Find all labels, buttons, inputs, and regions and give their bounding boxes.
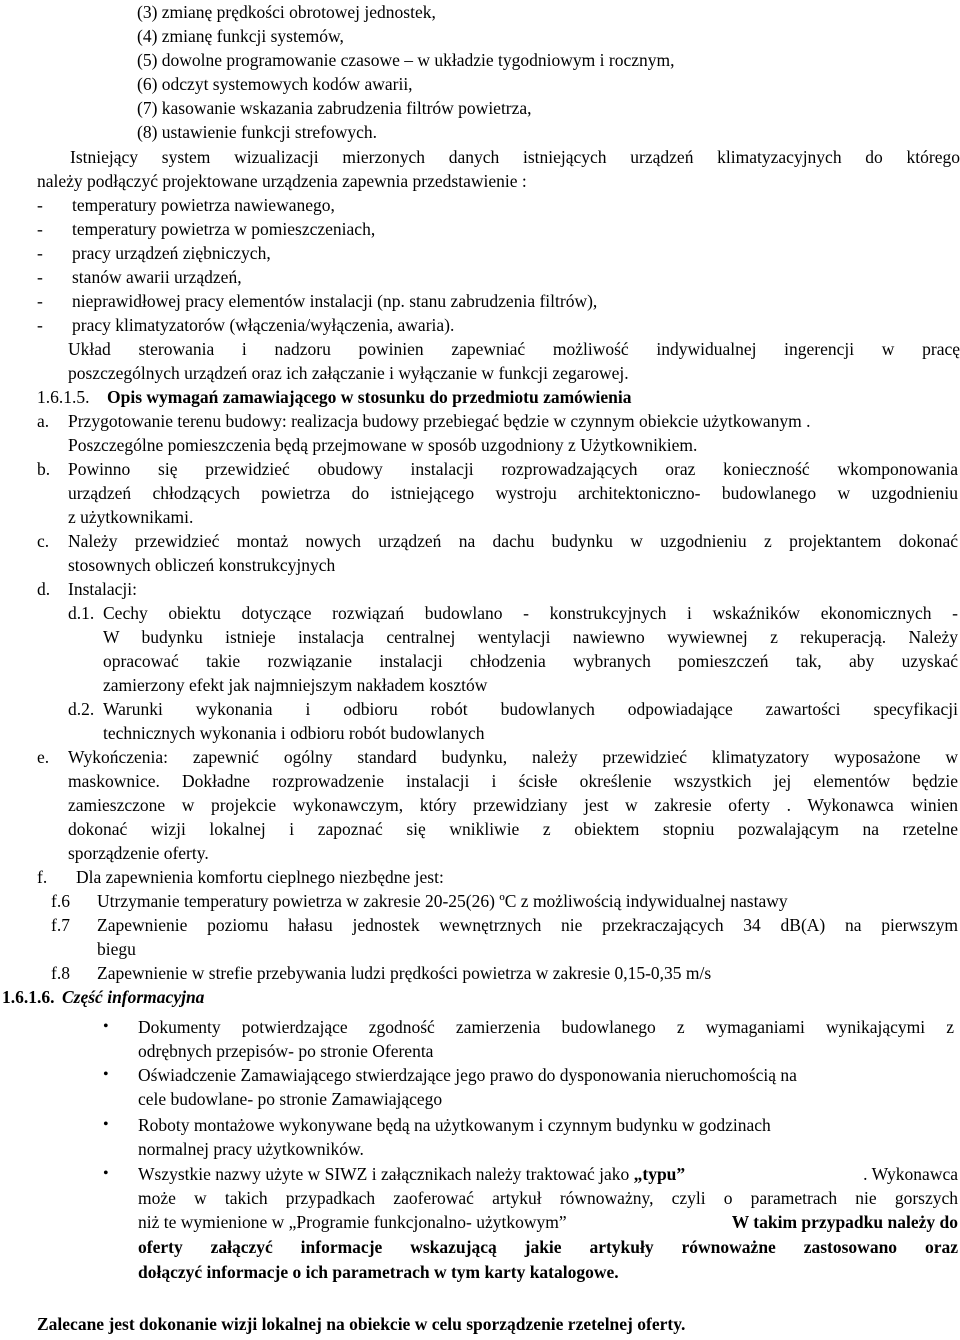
dash-marker: - xyxy=(37,291,43,311)
item-b-line-1: Powinno się przewidzieć obudowy instalacji rozprowadzających oraz konieczność wkomponowania xyxy=(68,459,958,479)
bullet-2-line-1: Oświadczenie Zamawiającego stwierdzające jego prawo do dysponowania nieruchomością na xyxy=(138,1065,797,1085)
item-d2-number: d.2. xyxy=(68,699,95,719)
viz-item: nieprawidłowej pracy elementów instalacji (np. stanu zabrudzenia filtrów), xyxy=(72,291,598,311)
item-f-title: Dla zapewnienia komfortu cieplnego niezbędne jest: xyxy=(76,867,444,887)
item-f6-number: f.6 xyxy=(51,891,70,911)
section-number: 1.6.1.5. xyxy=(37,387,90,407)
list-item-8: (8) ustawienie funkcji strefowych. xyxy=(137,122,378,142)
bullet-4-line-3-text: niż te wymienione w „Programie funkcjonalno- użytkowym” xyxy=(138,1212,572,1232)
bullet-4-line-2: może w takich przypadkach zaoferować artykuł równoważny, czyli o parametrach nie gorszych xyxy=(138,1188,958,1208)
closing-note: Zalecane jest dokonanie wizji lokalnej na obiekcie w celu sporządzenie rzetelnej oferty. xyxy=(37,1314,686,1334)
bullet-icon: • xyxy=(103,1165,109,1182)
bullet-3-line-2: normalnej pracy użytkowników. xyxy=(138,1139,364,1159)
bullet-4-line-3 xyxy=(138,1211,958,1233)
item-f8-number: f.8 xyxy=(51,963,70,983)
bullet-4-line-1-tail: . Wykonawca xyxy=(858,1164,958,1184)
bullet-icon: • xyxy=(103,1116,109,1133)
item-a-line-1: Przygotowanie terenu budowy: realizacja budowy przebiegać będzie w czynnym obiekcie użytkowanym . xyxy=(68,411,811,431)
item-label-a: a. xyxy=(37,411,50,431)
bullet-icon: • xyxy=(103,1018,109,1035)
bullet-1-line-2: odrębnych przepisów- po stronie Oferenta xyxy=(138,1041,434,1061)
bullet-4-line-1 xyxy=(138,1163,958,1185)
list-item-3: (3) zmianę prędkości obrotowej jednostek, xyxy=(137,2,436,22)
item-f6-text: Utrzymanie temperatury powietrza w zakresie 20-25(26) ºC z możliwością indywidualnej nastawy xyxy=(97,891,788,911)
viz-item: temperatury powietrza w pomieszczeniach, xyxy=(72,219,376,239)
dash-marker: - xyxy=(37,219,43,239)
item-e-line-1: Wykończenia: zapewnić ogólny standard budynku, należy przewidzieć klimatyzatory wyposażone w xyxy=(68,747,958,767)
item-e-line-3: zamieszczone w projekcie wykonawczym, który przewidziany jest w zakresie oferty . Wykonawca winien xyxy=(68,795,958,815)
list-item-6: (6) odczyt systemowych kodów awarii, xyxy=(137,74,413,94)
item-a-line-2: Poszczególne pomieszczenia będą przejmowane w sposób uzgodniony z Użytkownikiem. xyxy=(68,435,698,455)
item-label-f: f. xyxy=(37,867,48,887)
item-d1-number: d.1. xyxy=(68,603,95,623)
item-d1-line-1: Cechy obiektu dotyczące rozwiązań budowlano - konstrukcyjnych i wskaźników ekonomicznych - xyxy=(103,603,958,623)
item-b-line-3: z użytkownikami. xyxy=(68,507,194,527)
item-e-line-4: dokonać wizji lokalnej i zapoznać się wnikliwie z obiektem stopniu pozwalającym na rzetelne xyxy=(68,819,958,839)
item-d-title: Instalacji: xyxy=(68,579,138,599)
section-title: Część informacyjna xyxy=(62,987,205,1007)
dash-marker: - xyxy=(37,267,43,287)
bullet-1-line-1: Dokumenty potwierdzające zgodność zamierzenia budowlanego z wymaganiami wynikającymi z xyxy=(138,1017,954,1037)
item-label-e: e. xyxy=(37,747,50,767)
viz-item: pracy klimatyzatorów (włączenia/wyłączenia, awaria). xyxy=(72,315,455,335)
item-f7-line-2: biegu xyxy=(97,939,136,959)
item-e-line-2: maskownice. Dokładne rozprowadzenie instalacji i ścisłe określenie wszystkich jej elementów będzie xyxy=(68,771,958,791)
dash-marker: - xyxy=(37,243,43,263)
item-d1-line-2: W budynku istnieje instalacja centralnej wentylacji nawiewno wywiewnej z rekuperacją. Należy xyxy=(103,627,958,647)
item-c-line-1: Należy przewidzieć montaż nowych urządzeń na dachu budynku w uzgodnieniu z projektantem dokonać xyxy=(68,531,958,551)
item-f7-line-1: Zapewnienie poziomu hałasu jednostek wewnętrznych nie przekraczających 34 dB(A) na pierwszym xyxy=(97,915,958,935)
viz-item: temperatury powietrza nawiewanego, xyxy=(72,195,335,215)
bullet-3-line-1: Roboty montażowe wykonywane będą na użytkowanym i czynnym budynku w godzinach xyxy=(138,1115,771,1135)
item-f7-number: f.7 xyxy=(51,915,70,935)
viz-paragraph-line-2: należy podłączyć projektowane urządzenia zapewnia przedstawienie : xyxy=(37,171,527,191)
viz-item: stanów awarii urządzeń, xyxy=(72,267,242,287)
item-d2-line-2: technicznych wykonania i odbioru robót budowlanych xyxy=(103,723,485,743)
list-item-7: (7) kasowanie wskazania zabrudzenia filtrów powietrza, xyxy=(137,98,532,118)
bullet-4-line-3-bold: W takim przypadku należy do xyxy=(731,1212,958,1232)
typu-emphasis: „typu” xyxy=(633,1164,686,1184)
control-paragraph-line-1: Układ sterowania i nadzoru powinien zapewniać możliwość indywidualnej ingerencji w pracę xyxy=(68,339,960,359)
item-label-c: c. xyxy=(37,531,50,551)
section-number: 1.6.1.6. xyxy=(2,987,55,1007)
item-b-line-2: urządzeń chłodzących powietrza do istniejącego wystroju architektoniczno- budowlanego w uzgodnieniu xyxy=(68,483,958,503)
list-item-5: (5) dowolne programowanie czasowe – w układzie tygodniowym i rocznym, xyxy=(137,50,675,70)
bullet-4-line-5: dołączyć informacje o ich parametrach w tym karty katalogowe. xyxy=(138,1262,619,1282)
section-title: Opis wymagań zamawiającego w stosunku do przedmiotu zamówienia xyxy=(107,387,632,407)
item-d1-line-4: zamierzony efekt jak najmniejszym nakładem kosztów xyxy=(103,675,488,695)
viz-paragraph-line-1: Istniejący system wizualizacji mierzonych danych istniejących urządzeń klimatyzacyjnych do którego xyxy=(70,147,960,167)
item-f8-text: Zapewnienie w strefie przebywania ludzi prędkości powietrza w zakresie 0,15-0,35 m/s xyxy=(97,963,712,983)
dash-marker: - xyxy=(37,315,43,335)
dash-marker: - xyxy=(37,195,43,215)
item-e-line-5: sporządzenie oferty. xyxy=(68,843,209,863)
list-item-4: (4) zmianę funkcji systemów, xyxy=(137,26,344,46)
item-label-d: d. xyxy=(37,579,51,599)
viz-item: pracy urządzeń ziębniczych, xyxy=(72,243,271,263)
item-d2-line-1: Warunki wykonania i odbioru robót budowlanych odpowiadające zawartości specyfikacji xyxy=(103,699,958,719)
bullet-4-line-4: oferty załączyć informacje wskazującą jakie artykuły równoważne zastosowano oraz xyxy=(138,1237,958,1257)
bullet-4-line-1-text: Wszystkie nazwy użyte w SIWZ i załącznikach należy traktować jako xyxy=(138,1164,634,1184)
item-c-line-2: stosownych obliczeń konstrukcyjnych xyxy=(68,555,336,575)
item-d1-line-3: opracować takie rozwiązanie instalacji chłodzenia wybranych pomieszczeń tak, aby uzyskać xyxy=(103,651,958,671)
bullet-2-line-2: cele budowlane- po stronie Zamawiającego xyxy=(138,1089,443,1109)
control-paragraph-line-2: poszczególnych urządzeń oraz ich załączanie i wyłączanie w funkcji zegarowej. xyxy=(68,363,629,383)
item-label-b: b. xyxy=(37,459,51,479)
bullet-icon: • xyxy=(103,1066,109,1083)
